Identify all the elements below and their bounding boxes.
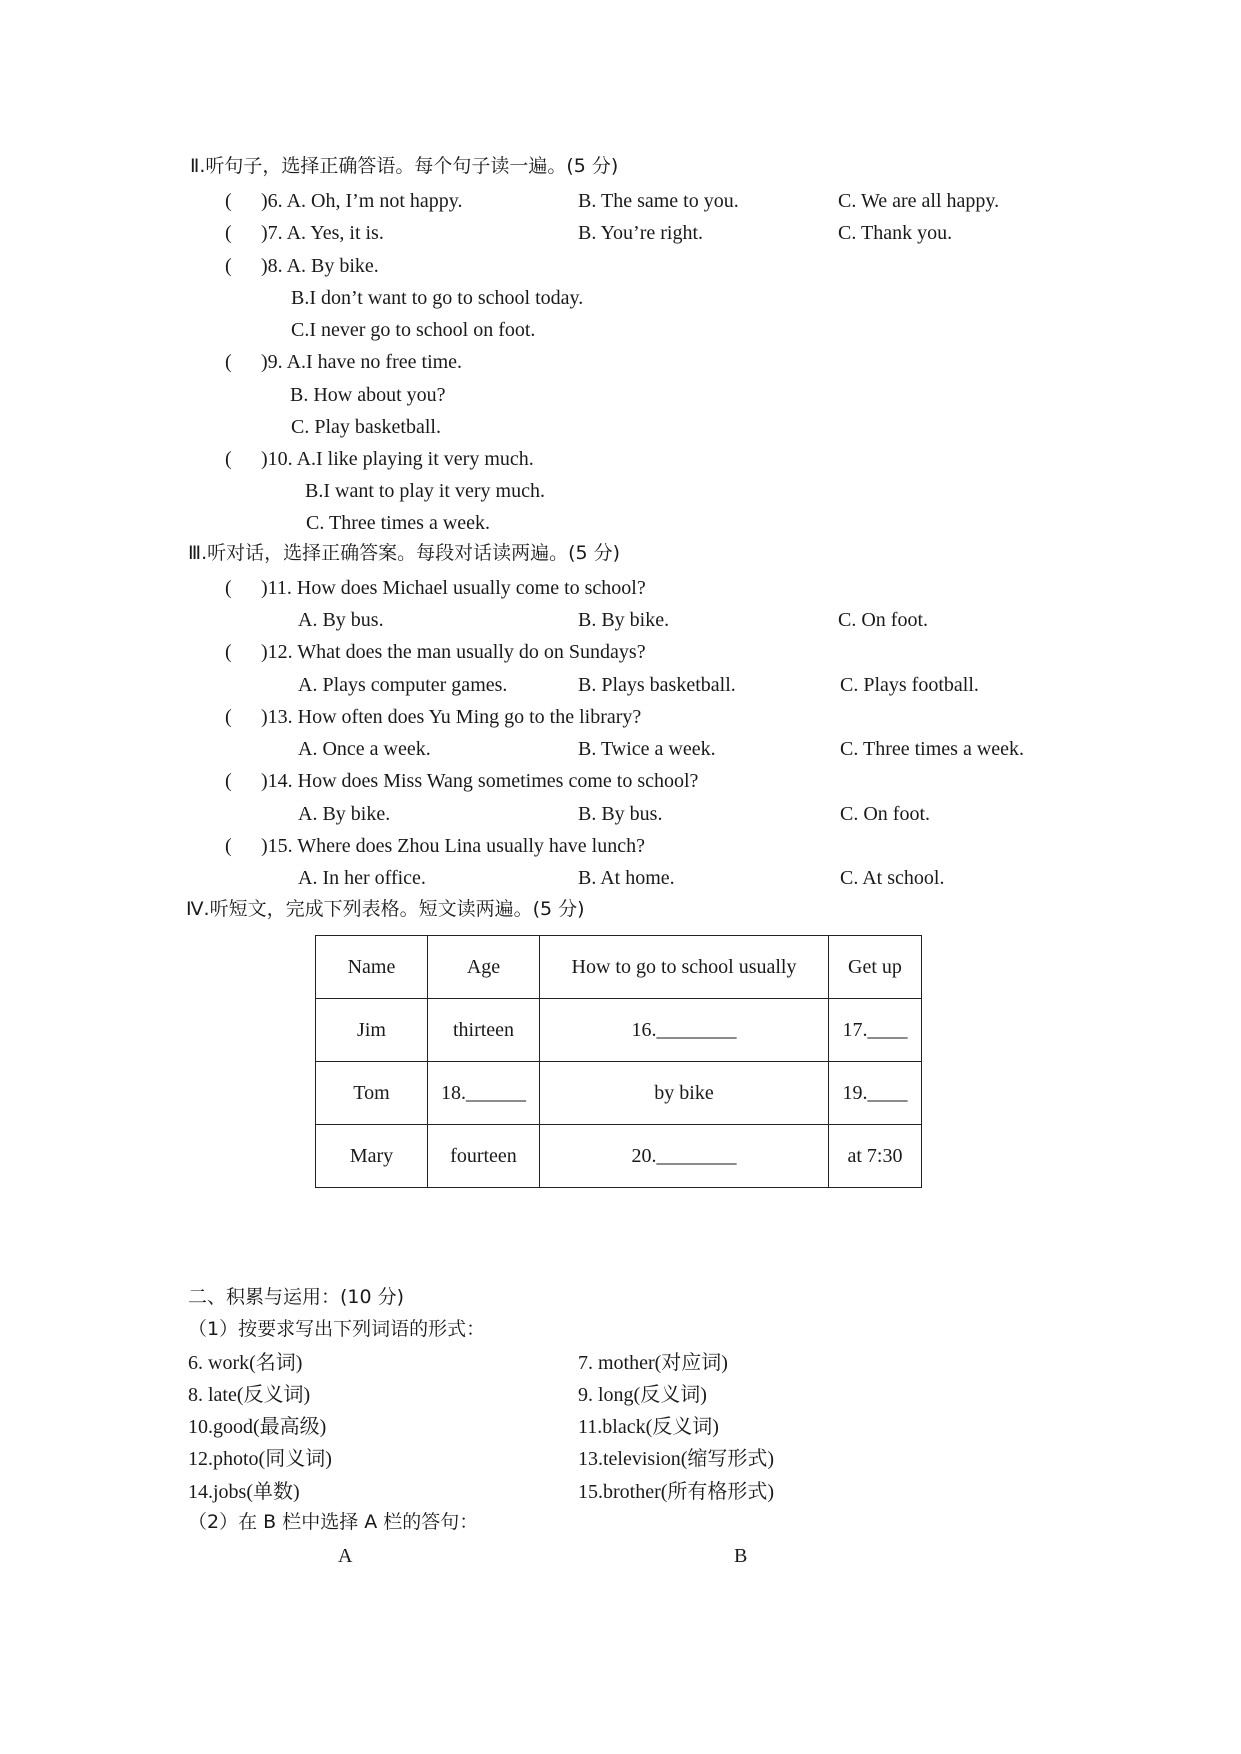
option-c: C. Thank you. xyxy=(838,222,953,244)
table-header-row xyxy=(316,936,922,999)
option-a: A. Once a week. xyxy=(298,738,431,760)
option-a: A. By bus. xyxy=(298,609,384,631)
info-table xyxy=(315,935,922,1188)
table-cell: at 7:30 xyxy=(829,1125,922,1188)
column-a-label: A xyxy=(338,1545,353,1567)
table-row xyxy=(316,999,922,1062)
question-8: ( )8. A. By bike. xyxy=(225,255,379,277)
option-b: B.I want to play it very much. xyxy=(305,480,545,502)
table-row xyxy=(316,1062,922,1125)
answer-blank: ( xyxy=(225,706,232,728)
word-item-12: 12.photo(同义词) xyxy=(188,1448,332,1470)
option-a: A. Oh, I’m not happy. xyxy=(286,190,463,212)
question-6: ( )6. A. Oh, I’m not happy. xyxy=(225,190,463,212)
option-c: C. Three times a week. xyxy=(306,512,491,534)
part-2-heading: 二、积累与运用：(10 分) xyxy=(188,1286,405,1308)
option-a: A.I have no free time. xyxy=(286,351,463,373)
option-a: A. By bike. xyxy=(286,255,379,277)
word-item-13: 13.television(缩写形式) xyxy=(578,1448,775,1470)
word-item-7: 7. mother(对应词) xyxy=(578,1352,728,1374)
option-c: C. On foot. xyxy=(840,803,930,825)
word-item-8: 8. late(反义词) xyxy=(188,1384,311,1406)
section-2-heading: Ⅱ.听句子，选择正确答语。每个句子读一遍。(5 分) xyxy=(190,155,619,177)
table-row xyxy=(316,1125,922,1188)
header-get-up: Get up xyxy=(829,936,922,999)
table-cell: fourteen xyxy=(428,1125,540,1188)
question-13: ( )13. How often does Yu Ming go to the library? xyxy=(225,706,642,728)
option-c: C. Three times a week. xyxy=(840,738,1025,760)
header-name: Name xyxy=(316,936,428,999)
part-2-sub-1: （1）按要求写出下列词语的形式： xyxy=(188,1318,486,1340)
option-b: B. Plays basketball. xyxy=(578,674,736,696)
section-3-heading: Ⅲ.听对话，选择正确答案。每段对话读两遍。(5 分) xyxy=(188,542,621,564)
option-b: B. You’re right. xyxy=(578,222,704,244)
header-age: Age xyxy=(428,936,540,999)
question-12: ( )12. What does the man usually do on Sundays? xyxy=(225,641,646,663)
option-a: A. Yes, it is. xyxy=(286,222,384,244)
answer-blank: ( xyxy=(225,255,232,277)
answer-blank: ( xyxy=(225,222,232,244)
table-cell-blank: 18.______ xyxy=(428,1062,540,1125)
table-cell-blank: 16.________ xyxy=(540,999,829,1062)
table-cell: Jim xyxy=(316,999,428,1062)
question-9: ( )9. A.I have no free time. xyxy=(225,351,463,373)
question-14: ( )14. How does Miss Wang sometimes come to school? xyxy=(225,770,699,792)
answer-blank: ( xyxy=(225,770,232,792)
answer-blank: ( xyxy=(225,448,232,470)
option-b: B. The same to you. xyxy=(578,190,739,212)
question-10: ( )10. A.I like playing it very much. xyxy=(225,448,534,470)
word-item-10: 10.good(最高级) xyxy=(188,1416,327,1438)
question-7: ( )7. A. Yes, it is. xyxy=(225,222,384,244)
table-cell: by bike xyxy=(540,1062,829,1125)
answer-blank: ( xyxy=(225,577,232,599)
option-a: A. By bike. xyxy=(298,803,391,825)
part-2-sub-2: （2）在 B 栏中选择 A 栏的答句： xyxy=(188,1511,479,1533)
option-b: B. By bus. xyxy=(578,803,663,825)
answer-blank: ( xyxy=(225,835,232,857)
option-b: B. How about you? xyxy=(290,384,446,406)
option-b: B.I don’t want to go to school today. xyxy=(291,287,584,309)
table-cell-blank: 19.____ xyxy=(829,1062,922,1125)
option-a: A.I like playing it very much. xyxy=(296,448,534,470)
option-c: C. At school. xyxy=(840,867,945,889)
option-b: B. At home. xyxy=(578,867,675,889)
word-item-15: 15.brother(所有格形式) xyxy=(578,1481,775,1503)
answer-blank: ( xyxy=(225,641,232,663)
answer-blank: ( xyxy=(225,351,232,373)
question-11: ( )11. How does Michael usually come to school? xyxy=(225,577,646,599)
option-b: B. Twice a week. xyxy=(578,738,716,760)
word-item-6: 6. work(名词) xyxy=(188,1352,303,1374)
option-a: A. Plays computer games. xyxy=(298,674,508,696)
answer-blank: ( xyxy=(225,190,232,212)
option-b: B. By bike. xyxy=(578,609,670,631)
table-cell: thirteen xyxy=(428,999,540,1062)
option-c: C. Plays football. xyxy=(840,674,979,696)
word-item-9: 9. long(反义词) xyxy=(578,1384,707,1406)
table-cell: Mary xyxy=(316,1125,428,1188)
header-how-to-go: How to go to school usually xyxy=(540,936,829,999)
table-cell: Tom xyxy=(316,1062,428,1125)
option-c: C. We are all happy. xyxy=(838,190,1000,212)
option-c: C. Play basketball. xyxy=(291,416,441,438)
option-c: C. On foot. xyxy=(838,609,928,631)
table-cell-blank: 20.________ xyxy=(540,1125,829,1188)
column-b-label: B xyxy=(734,1545,748,1567)
question-15: ( )15. Where does Zhou Lina usually have lunch? xyxy=(225,835,645,857)
option-a: A. In her office. xyxy=(298,867,426,889)
word-item-14: 14.jobs(单数) xyxy=(188,1481,300,1503)
word-item-11: 11.black(反义词) xyxy=(578,1416,719,1438)
section-4-heading: Ⅳ.听短文，完成下列表格。短文读两遍。(5 分) xyxy=(186,898,585,920)
table-cell-blank: 17.____ xyxy=(829,999,922,1062)
option-c: C.I never go to school on foot. xyxy=(291,319,536,341)
